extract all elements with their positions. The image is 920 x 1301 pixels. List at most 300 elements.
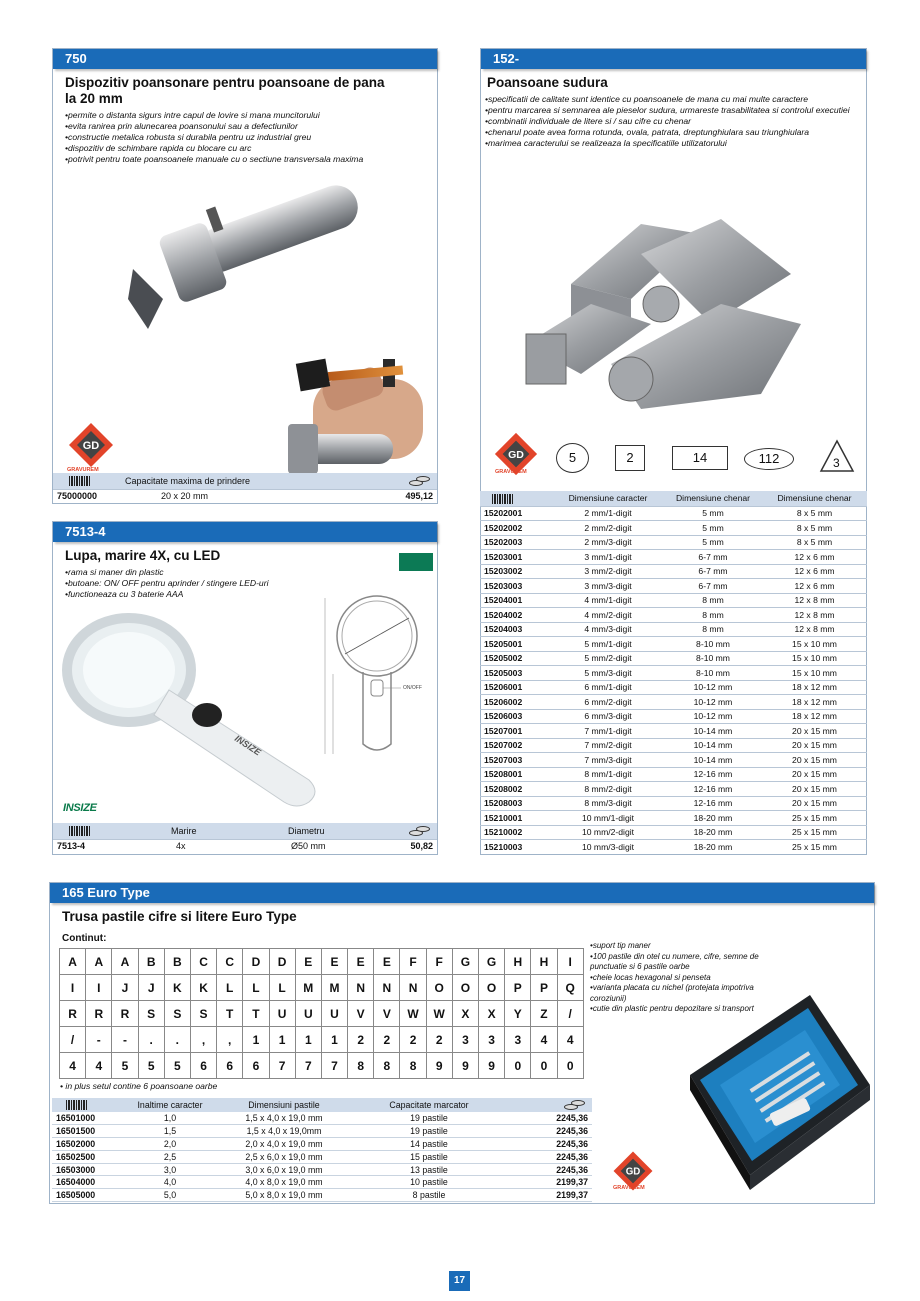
bullet: • rama si maner din plastic (65, 567, 425, 578)
table-cell: 12 x 8 mm (762, 622, 867, 637)
grid-cell: 1 (295, 1027, 321, 1053)
table-cell: 1,5 x 4,0 x 19,0 mm (224, 1112, 344, 1125)
grid-cell: 2 (348, 1027, 374, 1053)
bullet: • 100 pastile din otel cu numere, cifre, semne de punctuatie si 6 pastile oarbe (590, 952, 765, 973)
table-cell: 8 mm/3-digit (552, 796, 664, 811)
table-cell: 15206003 (480, 709, 552, 724)
grid-cell: 0 (557, 1053, 583, 1079)
table-cell: 8-10 mm (664, 651, 762, 666)
grid-cell: R (86, 1001, 112, 1027)
grid-cell: F (400, 949, 426, 975)
table-row (480, 811, 867, 826)
bullet: • varianta placata cu nichel (protejata impotriva coroziunii) (590, 983, 765, 1004)
table-row (480, 579, 867, 594)
table-cell: 15 x 10 mm (762, 637, 867, 652)
symbol-triangle-label: 3 (833, 456, 840, 470)
barcode-icon (66, 1100, 88, 1110)
grid-cell: J (112, 975, 138, 1001)
table-row (480, 506, 867, 521)
grid-cell: 2 (426, 1027, 452, 1053)
grid-cell: O (452, 975, 478, 1001)
table-cell: 3,0 (116, 1163, 224, 1176)
grid-cell: E (321, 949, 347, 975)
barcode-icon (69, 826, 91, 836)
grid-cell: 2 (374, 1027, 400, 1053)
characters-grid (59, 948, 584, 1079)
table-cell: 18-20 mm (664, 825, 762, 840)
table-cell: 2199,37 (514, 1176, 592, 1189)
note: • in plus setul contine 6 poansoane oarbe (60, 1081, 218, 1091)
grid-cell: X (479, 1001, 505, 1027)
table-cell: 8 mm (664, 608, 762, 623)
grid-cell: , (217, 1027, 243, 1053)
table-cell: 10 pastile (344, 1176, 514, 1189)
table-cell: 2199,37 (514, 1189, 592, 1202)
table-row (480, 535, 867, 550)
table-cell: 6 mm/3-digit (552, 709, 664, 724)
grid-cell: U (295, 1001, 321, 1027)
table-cell: 18 x 12 mm (762, 695, 867, 710)
grid-cell: H (531, 949, 557, 975)
table-cell: 15204001 (480, 593, 552, 608)
grid-cell: V (374, 1001, 400, 1027)
table-cell: 4,0 x 8,0 x 19,0 mm (224, 1176, 344, 1189)
table-cell: 15202002 (480, 521, 552, 536)
grid-cell: L (269, 975, 295, 1001)
grid-cell: 9 (426, 1053, 452, 1079)
panel-750-bullets (53, 107, 437, 165)
table-cell: 25 x 15 mm (762, 811, 867, 826)
panel-750 (52, 48, 438, 504)
grid-cell: 1 (269, 1027, 295, 1053)
grid-cell: 9 (452, 1053, 478, 1079)
table-cell: 16503000 (52, 1163, 116, 1176)
continut-label: Continut: (62, 933, 107, 944)
grid-cell: 5 (138, 1053, 164, 1079)
table-row (480, 840, 867, 855)
table-cell: 6-7 mm (664, 564, 762, 579)
table-cell: 1,5 (116, 1125, 224, 1138)
table-cell: 15205003 (480, 666, 552, 681)
col-dim-caracter: Dimensiune caracter (552, 491, 664, 506)
table-cell: 7 mm/1-digit (552, 724, 664, 739)
grid-cell: O (426, 975, 452, 1001)
grid-cell: 3 (479, 1027, 505, 1053)
svg-text:INSIZE: INSIZE (232, 733, 263, 758)
table-row (52, 1163, 592, 1176)
table-cell: 16504000 (52, 1176, 116, 1189)
table-cell: 5 mm (664, 535, 762, 550)
grid-cell: 6 (217, 1053, 243, 1079)
grid-cell: , (190, 1027, 216, 1053)
bullet: • potrivit pentru toate poansoanele manuale cu o sectiune transversala maxima (65, 154, 425, 165)
table-cell: 4,0 (116, 1176, 224, 1189)
grid-cell: 9 (479, 1053, 505, 1079)
grid-cell: A (112, 949, 138, 975)
table-cell: 12-16 mm (664, 782, 762, 797)
grid-cell: E (295, 949, 321, 975)
price: 50,82 (410, 841, 433, 851)
panel-152-title: Poansoane sudura (487, 75, 608, 90)
table-row (480, 593, 867, 608)
table-cell: 4 mm/1-digit (552, 593, 664, 608)
table-cell: 19 pastile (344, 1112, 514, 1125)
table-cell: 2 mm/3-digit (552, 535, 664, 550)
table-row (480, 825, 867, 840)
table-cell: 16501500 (52, 1125, 116, 1138)
table-row (53, 839, 437, 852)
table-cell: 12-16 mm (664, 767, 762, 782)
bullet: • constructie metalica robusta si durabila pentru uz industrial greu (65, 132, 425, 143)
bullet: • specificatii de calitate sunt identice cu poansoanele de mana cu mai multe caractere (485, 94, 854, 105)
table-body (52, 1112, 592, 1202)
grid-cell: 3 (452, 1027, 478, 1053)
magnifier-diagram (319, 594, 437, 770)
table-cell: 15206002 (480, 695, 552, 710)
table-cell: 15205001 (480, 637, 552, 652)
table-cell: 12-16 mm (664, 796, 762, 811)
capacity-value: 20 x 20 mm (161, 491, 209, 501)
grid-cell: S (190, 1001, 216, 1027)
table-cell: 4 mm/3-digit (552, 622, 664, 637)
grid-cell: C (217, 949, 243, 975)
grid-cell: U (269, 1001, 295, 1027)
insize-logo: INSIZE (63, 802, 97, 814)
bullet: • pentru marcarea si semnarea ale pieselor sudura, urmareste trasabilitatea si controlul executiei (485, 105, 854, 116)
symbol-square: 2 (615, 445, 645, 471)
table-row (53, 489, 437, 502)
symbol-rectangle: 14 (672, 446, 728, 470)
table-cell: 8 x 5 mm (762, 506, 867, 521)
table-cell: 15203003 (480, 579, 552, 594)
panel-152-bullets (481, 91, 866, 149)
grid-cell: A (86, 949, 112, 975)
table-cell: 10-12 mm (664, 680, 762, 695)
table-row (52, 1125, 592, 1138)
table-cell: 20 x 15 mm (762, 796, 867, 811)
grid-cell: I (60, 975, 86, 1001)
table-cell: 16505000 (52, 1189, 116, 1202)
table-cell: 8-10 mm (664, 637, 762, 652)
table-row (480, 564, 867, 579)
table-cell: 5 mm/1-digit (552, 637, 664, 652)
table-cell: 10-14 mm (664, 724, 762, 739)
table-cell: 2245,36 (514, 1163, 592, 1176)
panel-7513-title: Lupa, marire 4X, cu LED (65, 548, 221, 563)
table-cell: 15204003 (480, 622, 552, 637)
table-cell: 15205002 (480, 651, 552, 666)
grid-cell: 8 (348, 1053, 374, 1079)
bullet: • combinatii individuale de litere si / sau cifre cu chenar (485, 116, 854, 127)
table-cell: 15 x 10 mm (762, 666, 867, 681)
table-cell: 10 mm/1-digit (552, 811, 664, 826)
grid-cell: 4 (531, 1027, 557, 1053)
table-cell: 5 mm/2-digit (552, 651, 664, 666)
panel-165-title: Trusa pastile cifre si litere Euro Type (62, 909, 297, 924)
table-cell: 18 x 12 mm (762, 680, 867, 695)
table-cell: 15210001 (480, 811, 552, 826)
grid-cell: - (86, 1027, 112, 1053)
grid-cell: N (400, 975, 426, 1001)
col-dimensiuni: Dimensiuni pastile (224, 1098, 344, 1112)
grid-cell: D (269, 949, 295, 975)
table-cell: 15208001 (480, 767, 552, 782)
table-cell: 20 x 15 mm (762, 738, 867, 753)
grid-cell: P (505, 975, 531, 1001)
grid-row (60, 1027, 584, 1053)
table-cell: 15210003 (480, 840, 552, 855)
table-cell: 15 pastile (344, 1150, 514, 1163)
table-cell: 2,0 x 4,0 x 19,0 mm (224, 1138, 344, 1151)
grid-cell: 7 (269, 1053, 295, 1079)
page-number: 17 (449, 1271, 470, 1291)
table-row (480, 709, 867, 724)
grid-cell: D (243, 949, 269, 975)
price-cell (514, 1098, 592, 1112)
grid-cell: 5 (112, 1053, 138, 1079)
grid-cell: 8 (400, 1053, 426, 1079)
grid-cell: K (190, 975, 216, 1001)
grid-cell: Z (531, 1001, 557, 1027)
table-cell: 2245,36 (514, 1125, 592, 1138)
grid-cell: X (452, 1001, 478, 1027)
table-cell: 18-20 mm (664, 840, 762, 855)
table-cell: 8 mm/1-digit (552, 767, 664, 782)
table-row (480, 666, 867, 681)
grid-cell: 4 (60, 1053, 86, 1079)
table-cell: 15207001 (480, 724, 552, 739)
table-cell: 6 mm/2-digit (552, 695, 664, 710)
table-cell: 7 mm/3-digit (552, 753, 664, 768)
product-code: 75000000 (57, 491, 98, 501)
table-cell: 2245,36 (514, 1150, 592, 1163)
grid-cell: 6 (243, 1053, 269, 1079)
table-cell: 8-10 mm (664, 666, 762, 681)
color-swatch (399, 553, 433, 571)
table-row (480, 782, 867, 797)
grid-cell: 4 (86, 1053, 112, 1079)
table-cell: 10-12 mm (664, 709, 762, 724)
table-header (52, 1098, 592, 1112)
grid-row (60, 1001, 584, 1027)
grid-cell: R (60, 1001, 86, 1027)
grid-row (60, 975, 584, 1001)
table-cell: 7 mm/2-digit (552, 738, 664, 753)
grid-cell: . (138, 1027, 164, 1053)
grid-cell: T (217, 1001, 243, 1027)
grid-cell: S (164, 1001, 190, 1027)
table-cell: 19 pastile (344, 1125, 514, 1138)
gravurem-logo (65, 419, 117, 471)
table-cell: 2245,36 (514, 1138, 592, 1151)
svg-text:GD: GD (508, 448, 524, 461)
panel-750-title: Dispozitiv poansonare pentru poansoane de pana la 20 mm (65, 75, 385, 106)
table-row (480, 550, 867, 565)
table-cell: 10-12 mm (664, 695, 762, 710)
table-row (480, 680, 867, 695)
table-cell: 5 mm/3-digit (552, 666, 664, 681)
grid-cell: B (138, 949, 164, 975)
col-capacitate: Capacitate marcator (344, 1098, 514, 1112)
grid-cell: 6 (190, 1053, 216, 1079)
grid-cell: 1 (321, 1027, 347, 1053)
grid-cell: . (164, 1027, 190, 1053)
grid-cell: 0 (505, 1053, 531, 1079)
panel-750-header: 750 (53, 49, 437, 69)
table-row (52, 1138, 592, 1151)
table-cell: 18-20 mm (664, 811, 762, 826)
grid-cell: K (164, 975, 190, 1001)
grid-cell: 7 (295, 1053, 321, 1079)
grid-cell: O (479, 975, 505, 1001)
table-row (480, 738, 867, 753)
grid-cell: 3 (505, 1027, 531, 1053)
table-cell: 14 pastile (344, 1138, 514, 1151)
grid-cell: F (426, 949, 452, 975)
grid-cell: T (243, 1001, 269, 1027)
table-cell: 16502000 (52, 1138, 116, 1151)
table-cell: 8 pastile (344, 1189, 514, 1202)
table-165 (52, 1098, 592, 1202)
table-cell: 20 x 15 mm (762, 724, 867, 739)
panel-152-header: 152- (481, 49, 866, 69)
grid-row (60, 949, 584, 975)
table-cell: 8 x 5 mm (762, 521, 867, 536)
barcode-cell (480, 491, 552, 506)
table-cell: 6-7 mm (664, 579, 762, 594)
grid-cell: / (557, 1001, 583, 1027)
product-code: 7513-4 (57, 841, 86, 851)
table-cell: 3,0 x 6,0 x 19,0 mm (224, 1163, 344, 1176)
note-text: in plus setul contine 6 poansoane oarbe (65, 1081, 218, 1091)
table-cell: 15207003 (480, 753, 552, 768)
table-cell: 15203001 (480, 550, 552, 565)
diametru-value: Ø50 mm (291, 841, 326, 851)
grid-cell: 0 (531, 1053, 557, 1079)
bullet: • butoane: ON/ OFF pentru aprinder / stingere LED-uri (65, 578, 425, 589)
table-row (480, 796, 867, 811)
grid-cell: I (557, 949, 583, 975)
table-cell: 2 mm/2-digit (552, 521, 664, 536)
grid-cell: 7 (321, 1053, 347, 1079)
table-cell: 10-14 mm (664, 738, 762, 753)
punch-holder-image (123, 179, 433, 479)
price: 495,12 (405, 491, 433, 501)
panel-7513-4 (52, 521, 438, 855)
table-cell: 12 x 6 mm (762, 564, 867, 579)
grid-cell: S (138, 1001, 164, 1027)
table-row (480, 637, 867, 652)
table-cell: 10 mm/3-digit (552, 840, 664, 855)
bullet: • cheie locas hexagonal si penseta (590, 973, 765, 984)
table-cell: 5,0 (116, 1189, 224, 1202)
grid-cell: 4 (557, 1027, 583, 1053)
logo-text: GRAVUREM (67, 467, 99, 473)
table-cell: 15210002 (480, 825, 552, 840)
table-cell: 12 x 8 mm (762, 608, 867, 623)
table-cell: 1,0 (116, 1112, 224, 1125)
grid-cell: 2 (400, 1027, 426, 1053)
table-cell: 13 pastile (344, 1163, 514, 1176)
grid-cell: N (348, 975, 374, 1001)
bullet: • dispozitiv de schimbare rapida cu blocare cu arc (65, 143, 425, 154)
table-row (52, 1176, 592, 1189)
table-cell: 12 x 6 mm (762, 550, 867, 565)
marire-value: 4x (176, 841, 186, 851)
table-cell: 5 mm (664, 506, 762, 521)
table-152 (480, 491, 867, 854)
barcode-icon (69, 476, 91, 486)
grid-cell: R (112, 1001, 138, 1027)
table-row (480, 608, 867, 623)
bullet: • cutie din plastic pentru depozitare si transport (590, 1004, 765, 1015)
table-cell: 15204002 (480, 608, 552, 623)
grid-cell: E (374, 949, 400, 975)
table-row (480, 695, 867, 710)
table-cell: 15203002 (480, 564, 552, 579)
table-cell: 15208003 (480, 796, 552, 811)
table-cell: 15206001 (480, 680, 552, 695)
table-cell: 8 mm (664, 622, 762, 637)
table-cell: 2 mm/1-digit (552, 506, 664, 521)
table-row (480, 767, 867, 782)
grid-cell: G (452, 949, 478, 975)
logo-text: GRAVUREM (613, 1185, 645, 1191)
table-cell: 18 x 12 mm (762, 709, 867, 724)
grid-cell: C (190, 949, 216, 975)
grid-cell: 8 (374, 1053, 400, 1079)
table-cell: 8 mm (664, 593, 762, 608)
grid-cell: V (348, 1001, 374, 1027)
table-cell: 16501000 (52, 1112, 116, 1125)
grid-cell: L (217, 975, 243, 1001)
table-cell: 3 mm/2-digit (552, 564, 664, 579)
bullet: • chenarul poate avea forma rotunda, ovala, patrata, dreptunghiulara sau triunghiulara (485, 127, 854, 138)
grid-cell: M (321, 975, 347, 1001)
bullet: • permite o distanta sigurs intre capul de lovire si mana muncitorului (65, 110, 425, 121)
col-capacitate: Capacitate maxima de prindere (125, 476, 251, 486)
grid-cell: Y (505, 1001, 531, 1027)
col-marire: Marire (171, 826, 197, 836)
table-cell: 20 x 15 mm (762, 782, 867, 797)
table-cell: 5,0 x 8,0 x 19,0 mm (224, 1189, 344, 1202)
table-cell: 2245,36 (514, 1112, 592, 1125)
grid-cell: - (112, 1027, 138, 1053)
grid-cell: M (295, 975, 321, 1001)
barcode-cell (52, 1098, 116, 1112)
grid-cell: 5 (164, 1053, 190, 1079)
bullet: • marimea caracterului se realizeaza la specificatiile utilizatorului (485, 138, 854, 149)
table-cell: 15 x 10 mm (762, 651, 867, 666)
table-header (480, 491, 867, 506)
table-row (480, 651, 867, 666)
logo-text: GRAVUREM (495, 469, 527, 475)
table-cell: 25 x 15 mm (762, 825, 867, 840)
table-row (52, 1189, 592, 1202)
grid-cell: U (321, 1001, 347, 1027)
table-cell: 10 mm/2-digit (552, 825, 664, 840)
symbol-circle: 5 (556, 443, 589, 473)
table-cell: 15202001 (480, 506, 552, 521)
table-row (480, 622, 867, 637)
table-cell: 25 x 15 mm (762, 840, 867, 855)
weld-punches-image (521, 214, 821, 414)
table-cell: 20 x 15 mm (762, 767, 867, 782)
on-off-label: ON/OFF (403, 685, 422, 691)
grid-cell: G (479, 949, 505, 975)
grid-cell: B (164, 949, 190, 975)
table-cell: 20 x 15 mm (762, 753, 867, 768)
